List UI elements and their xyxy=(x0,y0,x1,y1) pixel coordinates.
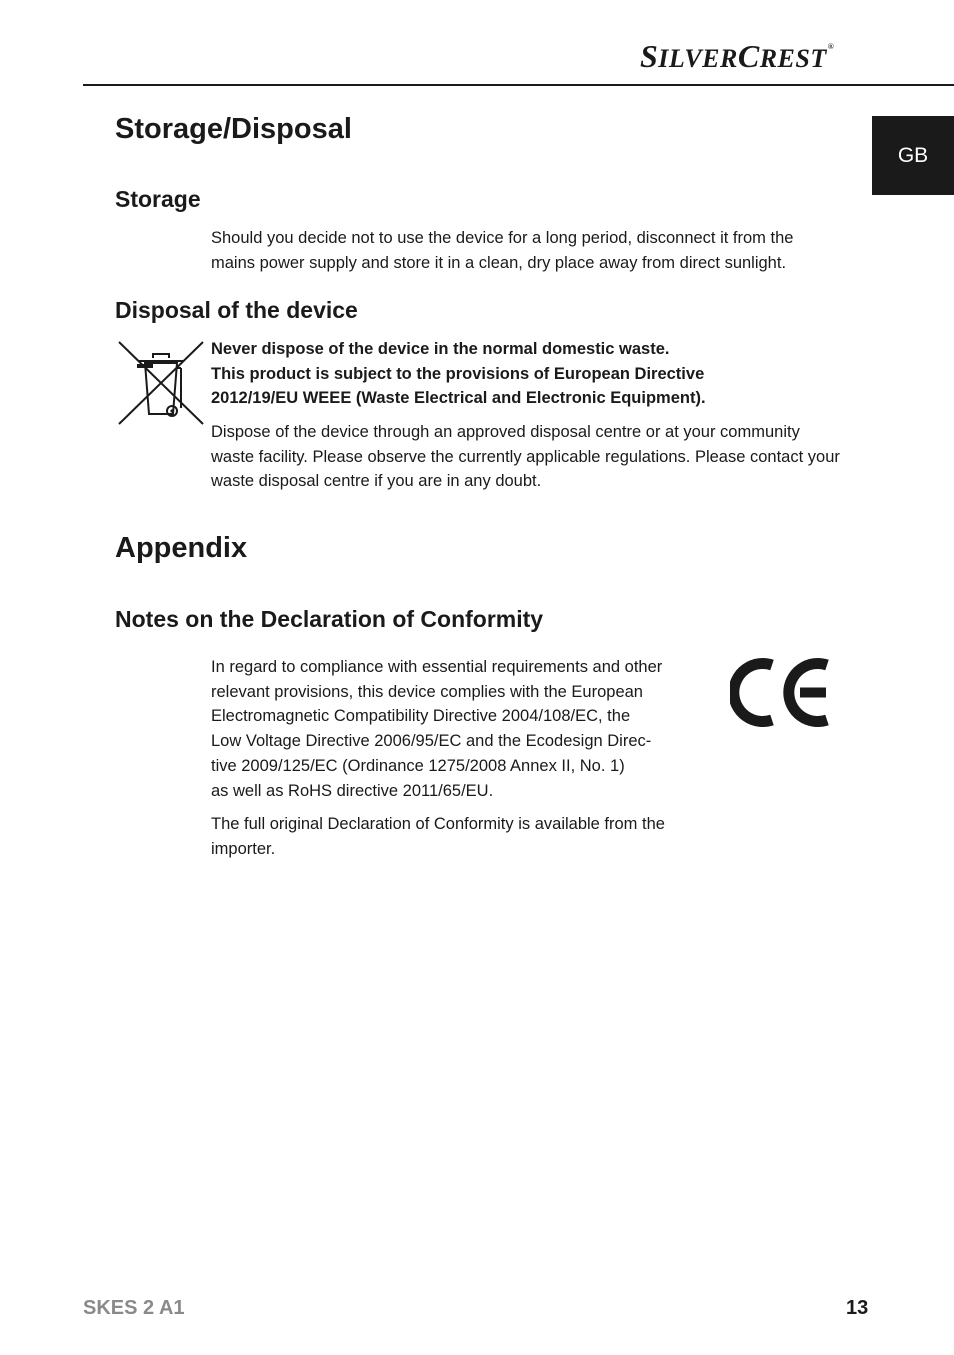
brand-logo: SILVERCREST® xyxy=(640,38,835,74)
ce-mark-icon xyxy=(730,655,834,730)
registered-mark: ® xyxy=(827,42,835,51)
disposal-heading: Disposal of the device xyxy=(115,297,358,323)
header-rule xyxy=(83,84,954,86)
storage-heading: Storage xyxy=(115,186,201,212)
conformity-note: The full original Declaration of Conformity is available from the importer. xyxy=(211,815,665,858)
appendix-heading: Appendix xyxy=(115,532,248,564)
footer-model: SKES 2 A1 xyxy=(83,1297,185,1319)
disposal-warning: Never dispose of the device in the normal domestic waste. This product is subject to the provisions of European Directive 2012/19/EU WEEE (Waste Electrical and Electronic Equipment). xyxy=(211,340,706,408)
conformity-heading: Notes on the Declaration of Conformity xyxy=(115,606,544,632)
crossed-out-wheelie-bin-icon xyxy=(115,338,207,428)
disposal-paragraph: Dispose of the device through an approved disposal centre or at your community waste facility. Please observe the currently applicable regulations. Please contact your waste disposal centre if you are in any doubt. xyxy=(211,423,840,491)
page-number: 13 xyxy=(846,1297,869,1319)
storage-paragraph: Should you decide not to use the device for a long period, disconnect it from the mains power supply and store it in a clean, dry place away from direct sunlight. xyxy=(211,229,794,272)
storage-disposal-heading: Storage/Disposal xyxy=(115,113,352,145)
language-tab: GB xyxy=(872,116,954,195)
conformity-paragraph: In regard to compliance with essential requirements and other relevant provisions, this device complies with the European Electromagnetic Compatibility Directive 2004/108/EC, the Low Voltage Directive 2006/95/EC and the Ecodesign Direc- tive 2009/125/EC (Ordinance 1275/2008 Annex II, No. 1) as well as RoHS directive 2011/65/EU. xyxy=(211,658,663,800)
